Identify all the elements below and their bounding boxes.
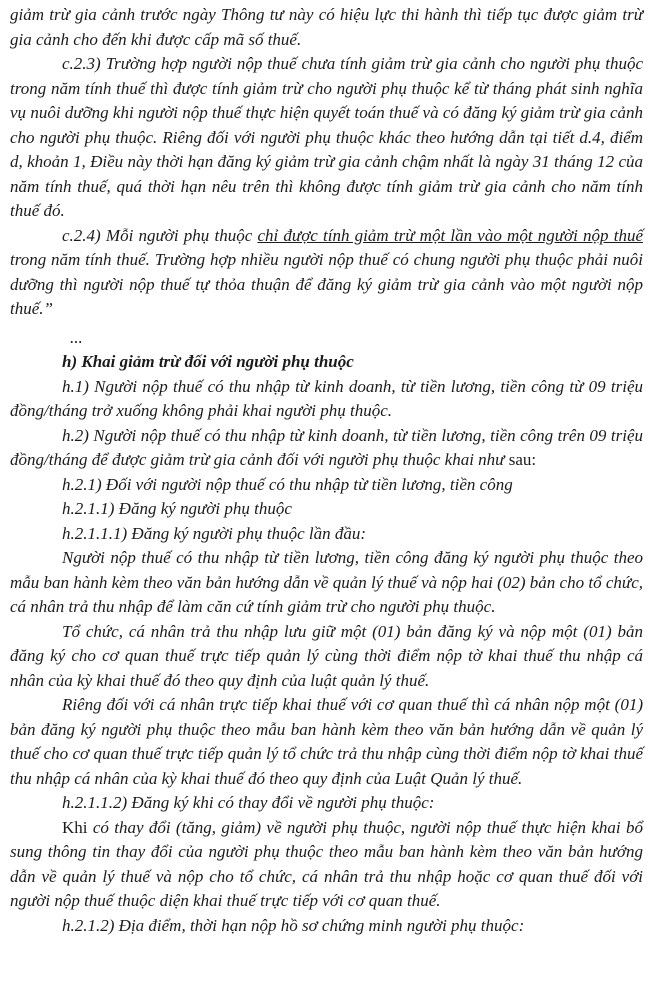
paragraph-change-upright: Khi xyxy=(62,817,88,837)
paragraph-change-italic: có thay đổi (tăng, giảm) về người phụ thuộc, người nộp thuế thực hiện khai bổ sung thông tin thay đổi của người phụ thuộc theo mẫu ban hành kèm theo văn bản hướng dẫn về quản lý thuế và nộp cho tổ chức, cá nhân trả thu nhập hoặc cơ quan thuế đối với người nộp thuế thuộc diện khai thuế trực tiếp với cơ quan thuế. xyxy=(10,817,643,910)
paragraph-h2-italic: h.2) Người nộp thuế có thu nhập từ kinh doanh, từ tiền lương, tiền công trên 09 triệu đồng/tháng để được giảm trừ gia cảnh đối với người phụ thuộc khai như xyxy=(10,425,643,469)
paragraph-h2111: h.2.1.1.1) Đăng ký người phụ thuộc lần đầu: xyxy=(62,523,366,543)
paragraph-h211: h.2.1.1) Đăng ký người phụ thuộc xyxy=(62,499,292,518)
paragraph-c23: c.2.3) Trường hợp người nộp thuế chưa tính giảm trừ gia cảnh cho người phụ thuộc trong năm tính thuế thì được tính giảm trừ cho người phụ thuộc kể từ tháng phát sinh nghĩa vụ nuôi dưỡng khi người nộp thuế thực hiện quyết toán thuế và có đăng ký giảm trừ gia cảnh cho người phụ thuộc. Riêng đối với người phụ thuộc khác theo hướng dẫn tại tiết d.4, điểm d, khoản 1, Điều này thời hạn đăng ký giảm trừ gia cảnh chậm nhất là ngày 31 tháng 12 của năm tính thuế, quá thời hạn nêu trên thì không được tính giảm trừ gia cảnh cho năm tính thuế đó. xyxy=(10,54,643,220)
ellipsis-line: ... xyxy=(70,327,83,347)
paragraph-h21: h.2.1) Đối với người nộp thuế có thu nhập từ tiền lương, tiền công xyxy=(62,474,513,494)
paragraph-c24-pre: c.2.4) Mỗi người phụ thuộc xyxy=(62,225,258,245)
paragraph-h2 xyxy=(10,424,643,473)
paragraph-register-direct: Riêng đối với cá nhân trực tiếp khai thuế với cơ quan thuế thì cá nhân nộp một (01) bản đăng ký người phụ thuộc theo mẫu ban hành kèm theo văn bản hướng dẫn về quản lý thuế cho cơ quan thuế trực tiếp quản lý tổ chức trả thu nhập cùng thời điểm nộp tờ khai thuế thu nhập cá nhân của kỳ khai thuế đó theo quy định của Luật Quản lý thuế. xyxy=(10,695,643,788)
paragraph-register-first: Người nộp thuế có thu nhập từ tiền lương, tiền công đăng ký người phụ thuộc theo mẫu ban hành kèm theo văn bản hướng dẫn về quản lý thuế và nộp hai (02) bản cho tổ chức, cá nhân trả thu nhập để làm căn cứ tính giảm trừ cho người phụ thuộc. xyxy=(10,548,643,616)
paragraph-c24-underlined-clause: chỉ được tính giảm trừ một lần vào một người nộp thuế xyxy=(257,225,643,245)
paragraph-register-keep: Tổ chức, cá nhân trả thu nhập lưu giữ một (01) bản đăng ký và nộp một (01) bản đăng ký cho cơ quan thuế trực tiếp quản lý cùng thời điểm nộp tờ khai thuế thu nhập cá nhân của kỳ khai thuế đó theo quy định của luật quản lý thuế. xyxy=(10,621,643,690)
paragraph-h1: h.1) Người nộp thuế có thu nhập từ kinh doanh, từ tiền lương, tiền công từ 09 triệu đồng/tháng trở xuống không phải khai người phụ thuộc. xyxy=(10,376,643,420)
paragraph-c24-post: trong năm tính thuế. Trường hợp nhiều người nộp thuế có chung người phụ thuộc phải nuôi dưỡng thì người nộp thuế tự thỏa thuận để đăng ký giảm trừ gia cảnh vào một người nộp thuế.” xyxy=(10,250,643,318)
paragraph-c24 xyxy=(10,224,643,322)
paragraph-h2112: h.2.1.1.2) Đăng ký khi có thay đổi về người phụ thuộc: xyxy=(62,793,435,812)
paragraph-h2-upright: sau: xyxy=(508,450,537,469)
paragraph-h212: h.2.1.2) Địa điểm, thời hạn nộp hồ sơ chứng minh người phụ thuộc: xyxy=(62,915,525,935)
paragraph-intro-continuation: giảm trừ gia cảnh trước ngày Thông tư này có hiệu lực thi hành thì tiếp tục được giảm trừ gia cảnh cho đến khi được cấp mã số thuế. xyxy=(10,5,643,49)
paragraph-change xyxy=(10,816,643,914)
section-heading-h: h) Khai giảm trừ đối với người phụ thuộc xyxy=(62,352,354,371)
